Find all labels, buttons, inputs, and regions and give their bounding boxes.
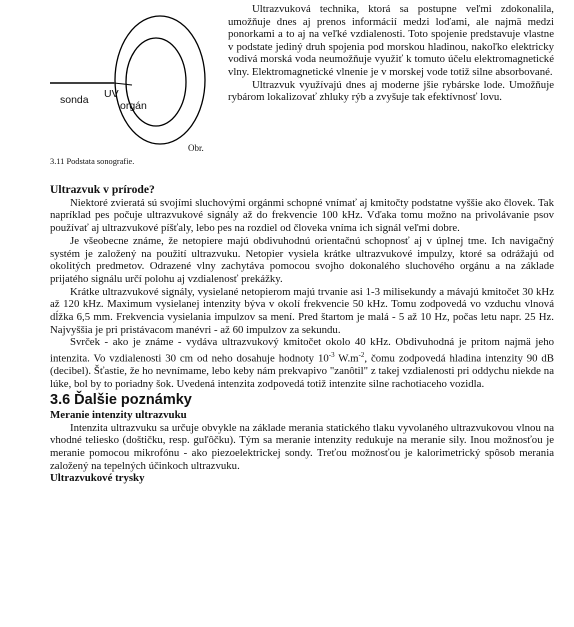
label-organ: orgán (120, 100, 147, 112)
nature-paragraph-3: Krátke ultrazvukové signály, vysielané netopierom majú trvanie asi 1-3 milisekundy a mávajú kmitočet 30 kHz až 120 kHz. Maximum vysielanej intenzity býva v okolí frekvencie 50 kHz. Tomu zodpovedá vo vzduchu vlnová dĺžka 6,5 mm. Frekvencia vysielania impulzov sa mení. Pred štartom je malá - 5 až 10 Hz, počas letu napr. 25 Hz. Najvyššia je pri pristávacom manévri - až 60 impulzov za sekundu. (50, 285, 554, 336)
next-heading-text: Ultrazvukové trysky (50, 472, 145, 485)
main-text (50, 184, 554, 485)
section-heading-nature: Ultrazvuk v prírode? (50, 183, 155, 196)
intro-text (228, 3, 554, 104)
outer-ellipse (115, 16, 205, 144)
organ-ellipse (126, 38, 186, 126)
sonography-diagram (48, 8, 213, 148)
nature-p4-part-c: , čomu zodpovedá hladina intenzity 90 dB (decibel). Šťastie, že ho nevnímame, lebo keby nám prekvapivo "zanôtil" z takej vzdialenosti pri oddychu niekde na lúke, bol by to poriadny šok. Uvedená intenzita zodpovedá totiž intenzite silne rachotiaceho vozidla. (50, 352, 554, 391)
nature-p4-exponent-1: -3 (328, 351, 335, 360)
nature-p4-part-b: W.m (334, 352, 359, 365)
label-uv: UV (104, 88, 119, 100)
intro-paragraph-1: Ultrazvuková technika, ktorá sa postupne veľmi zdokonalila, umožňuje dnes aj prenos informácií medzi loďami, ale najmä medzi ponorkami a to aj na veľké vzdialenosti. Toto spojenie predstavuje vlastne v podstate jediný druh spojenia pod morskou hladinou, nakoľko elektricky vodivá morská voda neumožňuje využiť k tomuto účelu elektromagnetické vlny. Elektromagnetické vlnenie je v morskej vode totiž silne absorbované. (228, 3, 554, 78)
nature-p4-exponent-2: -2 (358, 351, 365, 360)
beam-line (114, 83, 132, 85)
nature-paragraph-1: Niektoré zvieratá sú svojími sluchovými orgánmi schopné vnímať aj kmitočty podstatne vyššie ako človek. Tak napríklad pes počuje ultrazvukové signály až do frekvencie 100 kHz. Vďaka tomu možno na privolávanie psov používať aj ultrazvukové píšťaly, lebo pes na rozdiel od človeka vníma ich signál veľmi dobre. (50, 196, 554, 235)
section-heading-notes: 3.6 Ďalšie poznámky (50, 391, 192, 408)
label-sonda: sonda (60, 94, 89, 106)
figure-caption: 3.11 Podstata sonografie. (50, 157, 135, 166)
nature-paragraph-4 (50, 336, 554, 390)
intensity-paragraph: Intenzita ultrazvuku sa určuje obvykle na základe merania statického tlaku vyvolaného ultrazvukovou vlnou na vhodné teliesko (doštičku, resp. guľôčku). Tým sa meranie intenzity redukuje na meranie sily. Inou možnosťou je meranie pomocou mikrofónu - ako piezoelektrickej sondy. Treťou možnosťou je kalorimetrický spôsob merania založený na tepelných účinkoch ultrazvuku. (50, 421, 554, 472)
next-heading-cut (50, 472, 554, 485)
nature-paragraph-2: Je všeobecne známe, že netopiere majú obdivuhodnú orientačnú schopnosť aj v úplnej tme. Ich navigačný systém je založený na použití ultrazvuku. Netopier vysiela krátke ultrazvukové impulzy, ktoré sa odrážajú od okolitých predmetov. Odrazené vlny zachytáva pomocou svojho dokonalého sluchového orgánu a na základe prijatého signálu určí polohu aj vzdialenosť prekážky. (50, 234, 554, 285)
nature-p4-part-a: Svrček - ako je známe - vydáva ultrazvukový kmitočet okolo 40 kHz. Obdivuhodná je pritom najmä jeho intenzita. Vo vzdialenosti 30 cm od neho dosahuje hodnoty 10 (50, 336, 554, 365)
intro-paragraph-2: Ultrazvuk využívajú dnes aj moderne jšie rybárske lode. Umožňuje rybárom lokalizovať zhluky rýb a zvyšuje tak efektívnosť lovu. (228, 78, 554, 104)
subsection-heading-intensity: Meranie intenzity ultrazvuku (50, 408, 187, 421)
figure-obr-label: Obr. (188, 143, 204, 153)
